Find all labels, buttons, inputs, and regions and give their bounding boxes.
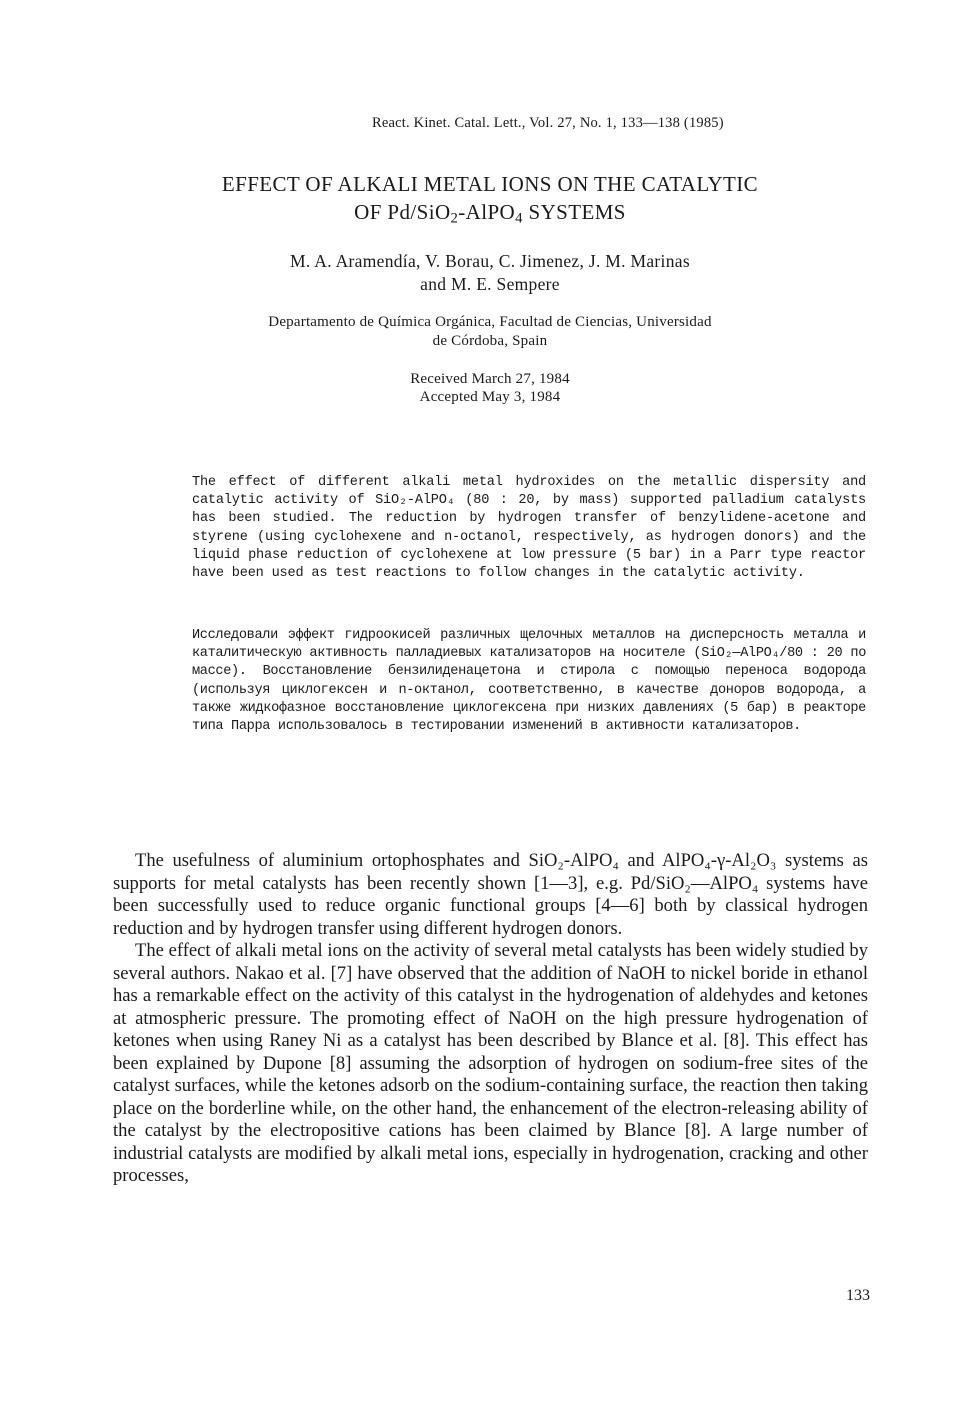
page-number: 133: [846, 1287, 870, 1304]
body-paragraph: The effect of alkali metal ions on the activity of several metal catalysts has been widely studied by several authors. Nakao et al. [7] have observed that the addition of NaOH to nickel boride in ethanol has a remarkable effect on the activity of this catalyst in the hydrogenation of aldehydes and ketones at atmospheric pressure. The promoting effect of NaOH on the high pressure hydrogenation of ketones when using Raney Ni as a catalyst has been described by Blance et al. [8]. This effect has been explained by Dupone [8] assuming the adsorption of hydrogen on sodium-free sites of the catalyst surfaces, while the ketones adsorb on the sodium-containing surface, the reaction then taking place on the borderline while, on the other hand, the enhancement of the electron-releasing ability of the catalyst by the electropositive cations has been claimed by Blance [8]. A large number of industrial catalysts are modified by alkali metal ions, especially in hydrogenation, cracking and other processes,: [113, 940, 868, 1186]
abstract-english: The effect of different alkali metal hydroxides on the metallic dispersity and catalytic activity of SiO₂-AlPO₄ (80 : 20, by mass) supported palladium catalysts has been studied. The reduction by hydrogen transfer of benzylidene-acetone and styrene (using cyclohexene and n-octanol, respectively, as hydrogen donors) and the liquid phase reduction of cyclohexene at low pressure (5 bar) in a Parr type reactor have been used as test reactions to follow changes in the catalytic activity.: [192, 475, 866, 582]
journal-citation: React. Kinet. Catal. Lett., Vol. 27, No. 1, 133—138 (1985): [372, 115, 724, 131]
affiliation-line-2: de Córdoba, Spain: [432, 333, 548, 349]
abstract-russian: Исследовали эффект гидроокисей различных щелочных металлов на дисперсность металла и каталитическую активность палладиевых катализаторов на носителе (SiO₂—AlPO₄/80 : 20 по массе). Восстановление бензилиденацетона и стирола с помощью переноса водорода (используя циклогексен и n-октанол, соответственно, в качестве доноров водорода, а также жидкофазное восстановление циклогексена при низких давлениях (5 бар) в реакторе типа Парра использовалось в тестировании изменений в активности катализаторов.: [192, 628, 866, 735]
title-text: -AlPO: [458, 200, 516, 224]
author-list: [140, 250, 840, 296]
received-date: Received March 27, 1984: [410, 371, 570, 387]
submission-dates: [340, 370, 640, 406]
title-text: SYSTEMS: [522, 200, 626, 224]
paper-title: [120, 170, 860, 226]
subscript: 4: [515, 210, 523, 227]
accepted-date: Accepted May 3, 1984: [419, 389, 561, 405]
subscript: 2: [450, 210, 459, 227]
body-text: [113, 850, 868, 1188]
authors-line-1: M. A. Aramendía, V. Borau, C. Jimenez, J. M. Marinas: [290, 251, 690, 271]
authors-line-2: and M. E. Sempere: [420, 274, 560, 294]
affiliation-line-1: Departamento de Química Orgánica, Facultad de Ciencias, Universidad: [268, 314, 712, 330]
title-text: OF Pd/SiO: [354, 200, 451, 224]
title-line-2: [120, 198, 860, 226]
body-paragraph: The usefulness of aluminium ortophosphates and SiO₂-AlPO₄ and AlPO₄-γ-Al₂O₃ systems as supports for metal catalysts has been recently shown [1—3], e.g. Pd/SiO₂—AlPO₄ systems have been successfully used to reduce organic functional groups [4—6] both by classical hydrogen reduction and by hydrogen transfer using different hydrogen donors.: [113, 850, 868, 939]
title-line-1: EFFECT OF ALKALI METAL IONS ON THE CATALYTIC: [221, 172, 759, 196]
affiliation: [160, 313, 820, 351]
